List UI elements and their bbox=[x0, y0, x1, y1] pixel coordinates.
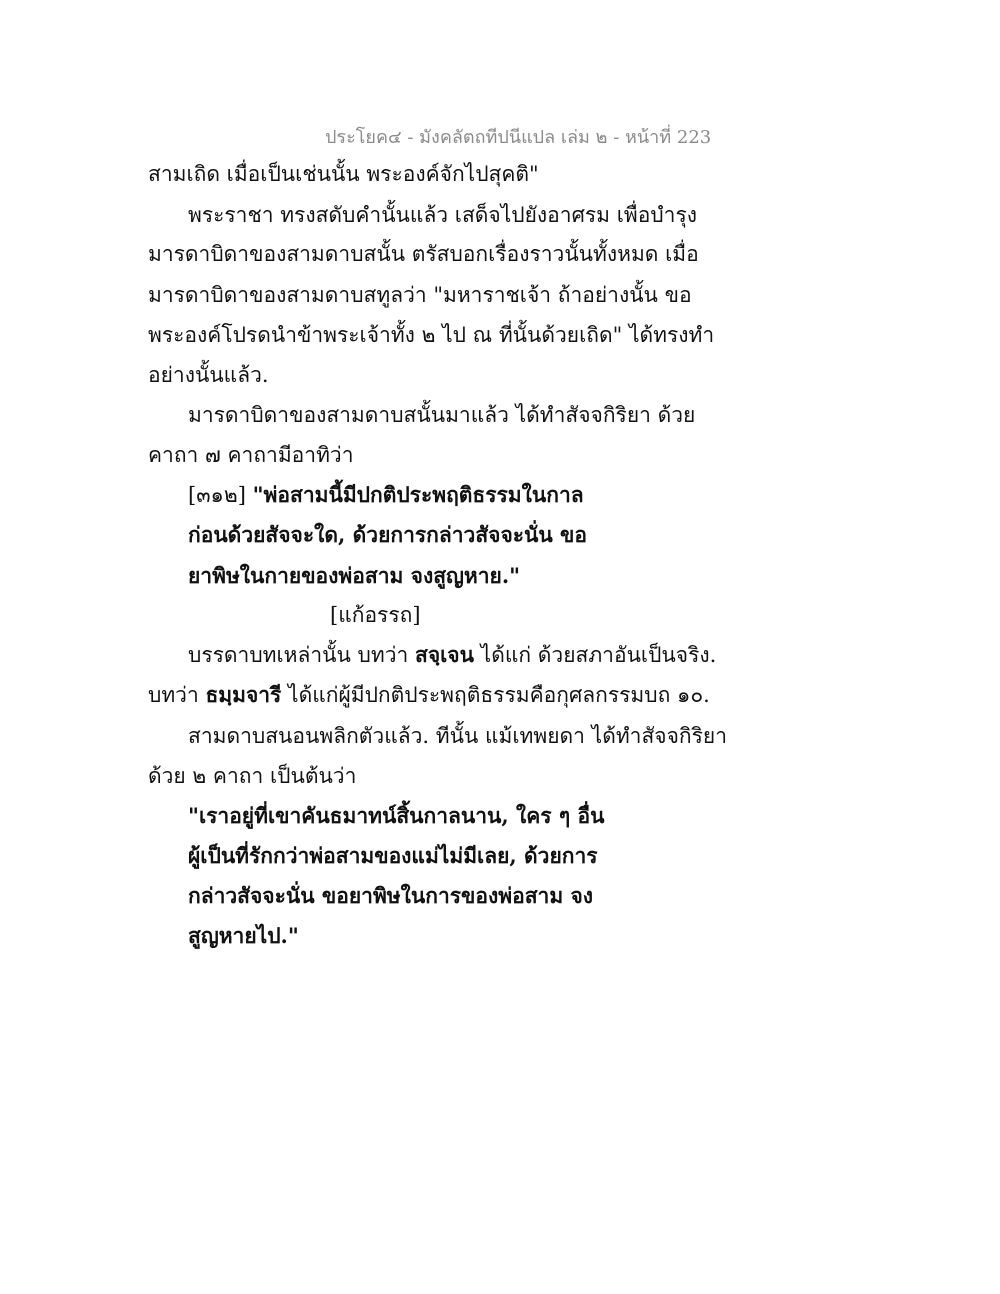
text-line: อย่างนั้นแล้ว. bbox=[148, 363, 269, 387]
text-span: ได้แก่ ด้วยสภาอันเป็นจริง. bbox=[473, 643, 717, 667]
text-span: บรรดาบทเหล่านั้น บทว่า bbox=[188, 643, 415, 667]
pali-term: สจฺเจน bbox=[415, 642, 474, 667]
pali-term: ธมฺมจารี bbox=[205, 682, 282, 707]
text-line: พระราชา ทรงสดับคำนั้นแล้ว เสด็จไปยังอาศรม เพื่อบำรุง bbox=[188, 203, 697, 227]
verse-line: "เราอยู่ที่เขาคันธมาทน์สิ้นกาลนาน, ใคร ๆ อื่น bbox=[188, 803, 605, 828]
verse-line: ผู้เป็นที่รักกว่าพ่อสามของแม่ไม่มีเลย, ด้วยการ bbox=[188, 843, 598, 868]
text-line: พระองค์โปรดนำข้าพระเจ้าทั้ง ๒ ไป ณ ที่นั้นด้วยเถิด" ได้ทรงทำ bbox=[148, 323, 715, 347]
page-header: ประโยค๔ - มังคลัตถทีปนีแปล เล่ม ๒ - หน้าที่ 223 bbox=[325, 127, 712, 148]
gloss-title: [แก้อรรถ] bbox=[330, 603, 421, 627]
verse-line: ก่อนด้วยสัจจะใด, ด้วยการกล่าวสัจจะนั่น ขอ bbox=[188, 522, 588, 547]
text-line: สามเถิด เมื่อเป็นเช่นนั้น พระองค์จักไปสุคติ" bbox=[148, 162, 539, 186]
text-span: ได้แก่ผู้มีปกติประพฤติธรรมคือกุศลกรรมบถ ๑๐. bbox=[281, 683, 710, 707]
text-line: มารดาบิดาของสามดาบสนั้นมาแล้ว ได้ทำสัจจกิริยา ด้วย bbox=[188, 403, 696, 427]
text-line: มารดาบิดาของสามดาบสนั้น ตรัสบอกเรื่องราวนั้นทั้งหมด เมื่อ bbox=[148, 242, 699, 266]
verse-line bbox=[188, 481, 584, 509]
verse-line: กล่าวสัจจะนั่น ขอยาพิษในการของพ่อสาม จง bbox=[188, 883, 594, 908]
verse-line: สูญหายไป." bbox=[188, 923, 299, 948]
text-line bbox=[148, 681, 710, 709]
text-line: ด้วย ๒ คาถา เป็นต้นว่า bbox=[148, 764, 357, 788]
text-line: มารดาบิดาของสามดาบสทูลว่า "มหาราชเจ้า ถ้าอย่างนั้น ขอ bbox=[148, 283, 692, 307]
verse-number: [๓๑๒] bbox=[188, 483, 246, 507]
verse-text: "พ่อสามนี้มีปกติประพฤติธรรมในกาล bbox=[252, 482, 584, 507]
text-line: คาถา ๗ คาถามีอาทิว่า bbox=[148, 443, 354, 467]
text-span: บทว่า bbox=[148, 683, 206, 707]
text-line: สามดาบสนอนพลิกตัวแล้ว. ทีนั้น แม้เทพยดา ได้ทำสัจจกิริยา bbox=[188, 724, 727, 748]
verse-line: ยาพิษในกายของพ่อสาม จงสูญหาย." bbox=[188, 563, 521, 588]
text-line bbox=[188, 641, 716, 669]
